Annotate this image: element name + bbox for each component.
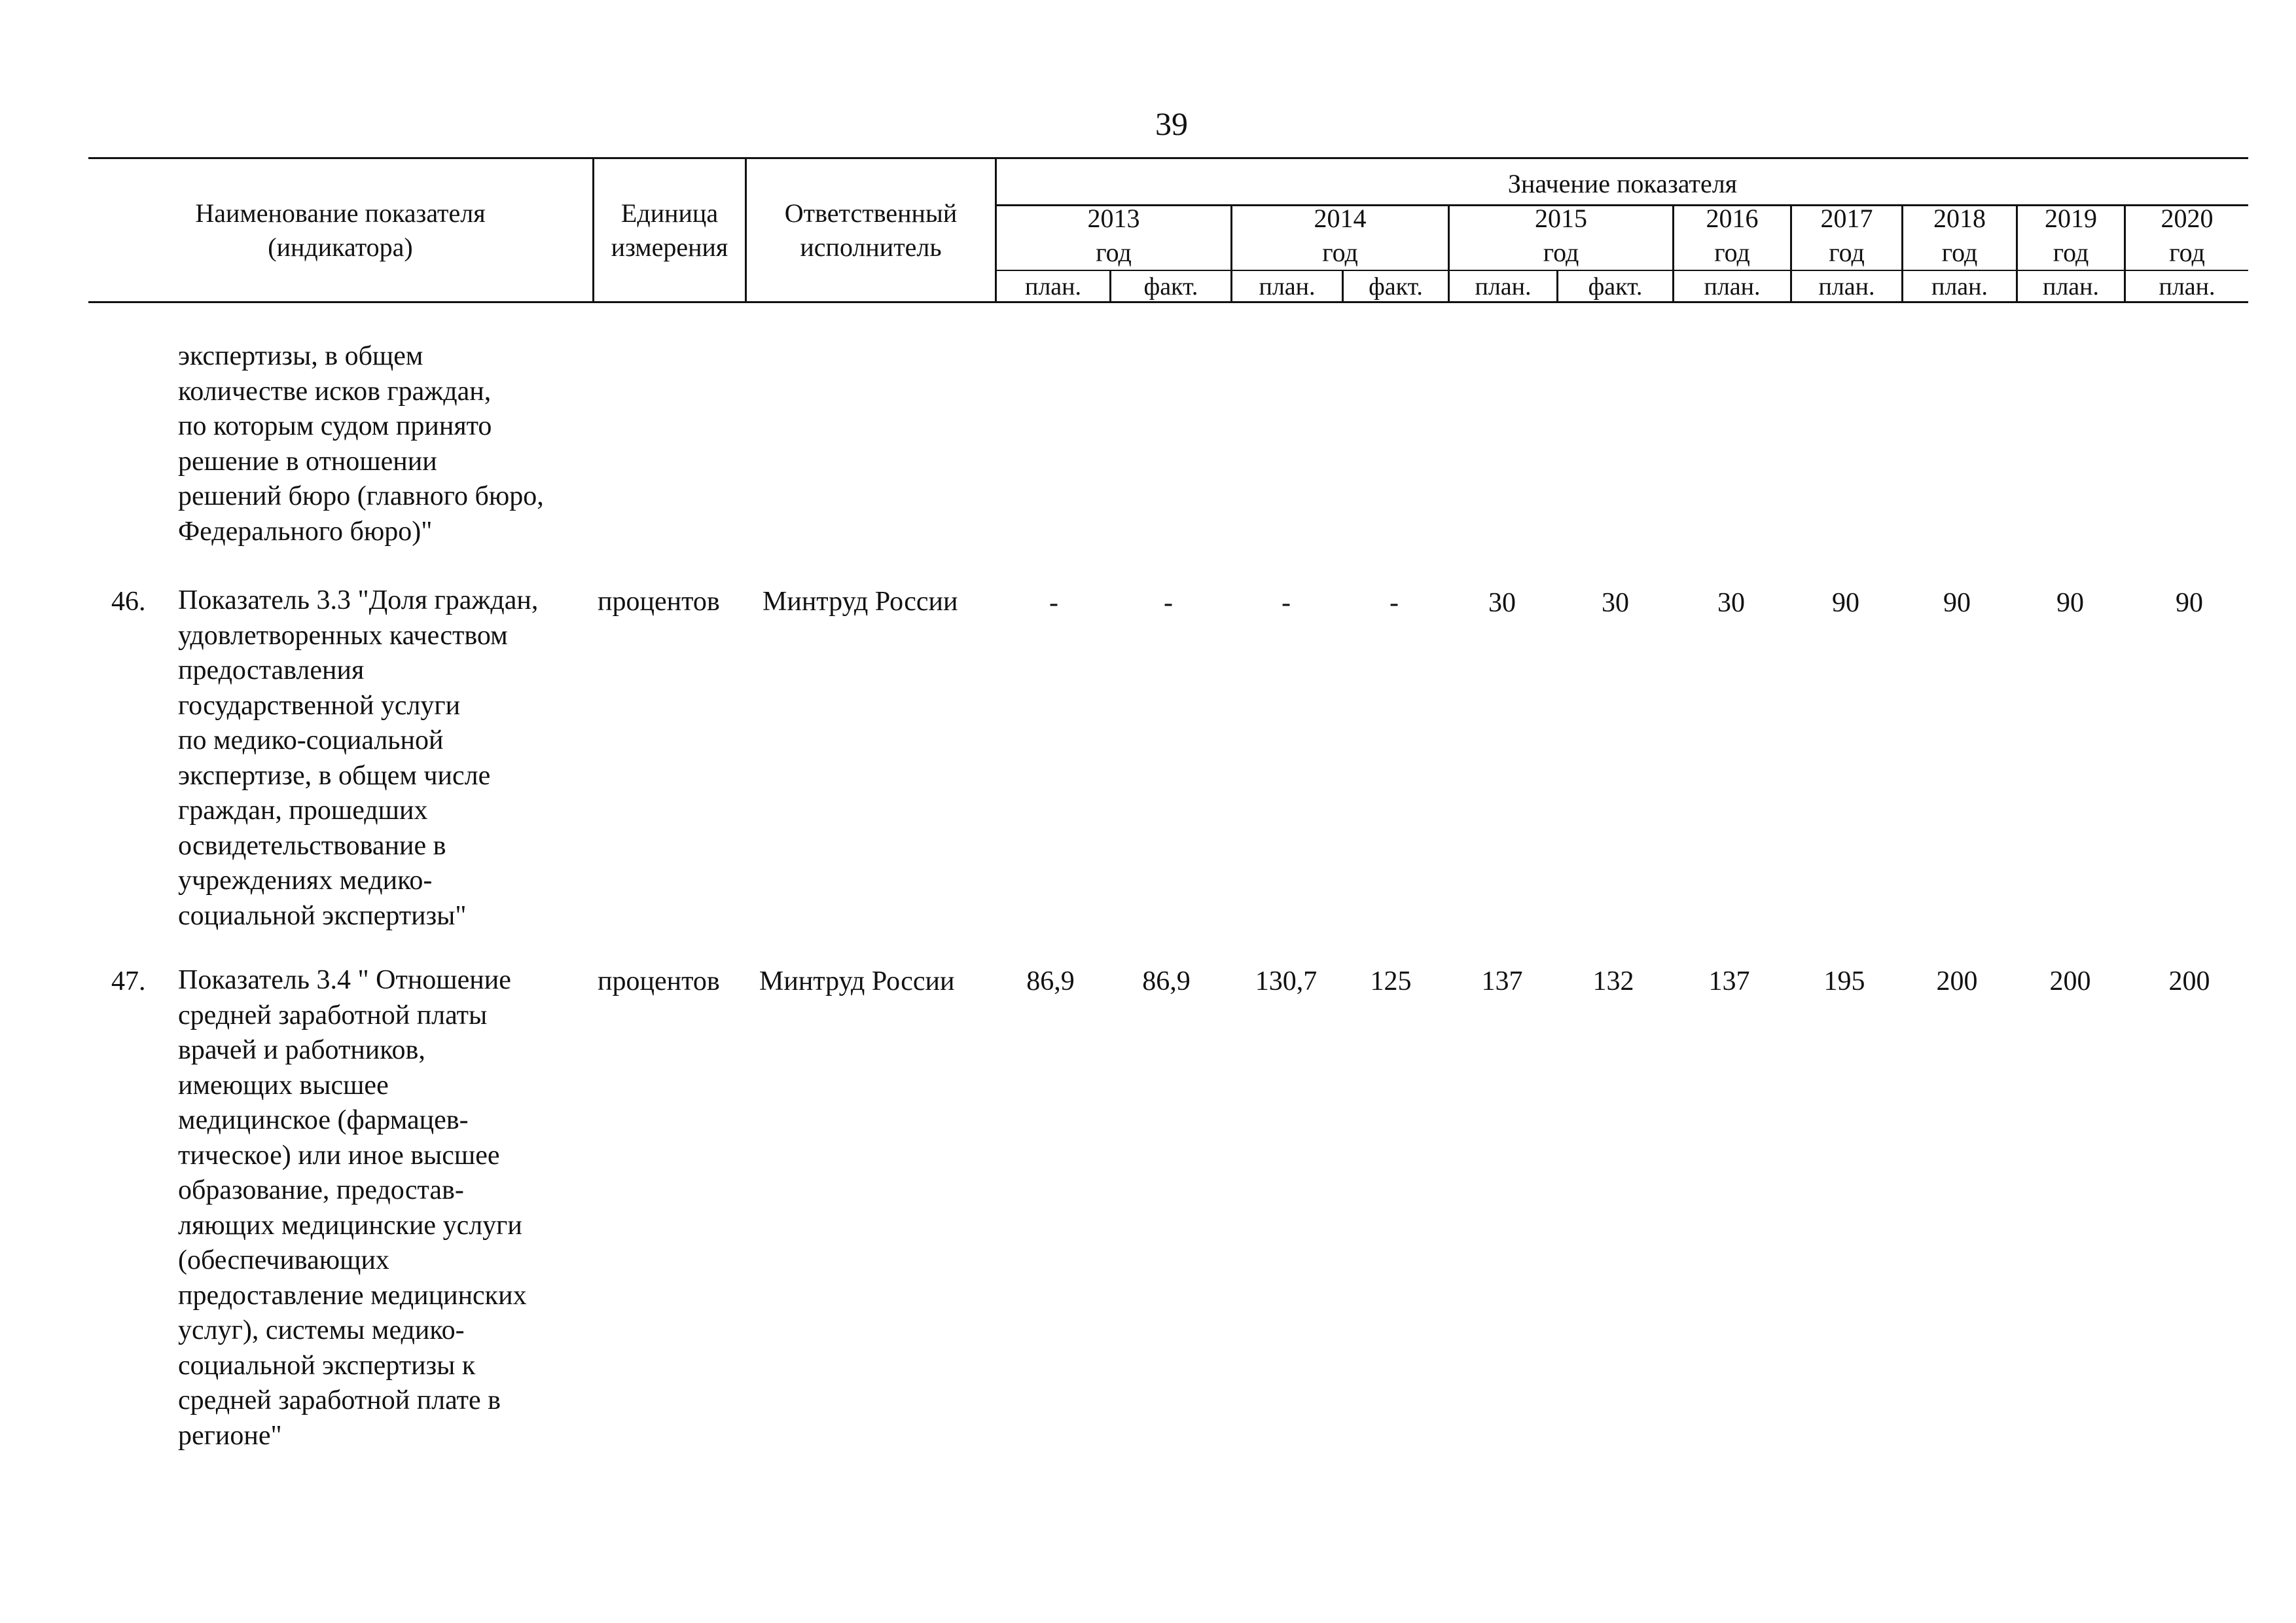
row-46-2018-plan: 90 (1943, 588, 1971, 618)
row-47-unit: процентов (598, 966, 720, 996)
sub-2013-fact: факт. (1143, 273, 1198, 301)
row-46-2017-plan: 90 (1832, 588, 1859, 618)
row-46-2014-fact: - (1390, 588, 1399, 618)
row-47-name: Показатель 3.4 " Отношение средней заработной платы врачей и работников, имеющих высшее медицинское (фармацев- тическое) или иное высшее образование, предостав- ляющих медицинские услуги (обеспечивающих предоставление медицинских услуг), системы медико- социальной экспертизы к средней заработной плате в регионе" (178, 965, 527, 1451)
header-year-2013: 2013 год (1087, 204, 1140, 267)
header-col-unit: Единица измерения (611, 198, 728, 262)
sub-2018-plan: план. (1931, 273, 1988, 301)
header-year-2014: 2014 год (1314, 204, 1367, 267)
header-col-exec: Ответственный исполнитель (784, 198, 958, 262)
row-47-2017-plan: 195 (1823, 966, 1865, 996)
sub-2020-plan: план. (2159, 273, 2215, 301)
row-46-2020-plan: 90 (2176, 588, 2203, 618)
row-47-2014-fact: 125 (1370, 966, 1412, 996)
row-47-2015-plan: 137 (1481, 966, 1523, 996)
sub-2015-fact: факт. (1588, 273, 1643, 301)
row-46-2013-fact: - (1164, 588, 1173, 618)
row-47-exec: Минтруд России (759, 966, 955, 996)
header-value-group: Значение показателя (1507, 169, 1738, 198)
row-46-2015-fact: 30 (1602, 588, 1629, 618)
row-46-2014-plan: - (1282, 588, 1291, 618)
sub-2017-plan: план. (1818, 273, 1875, 301)
row-47-2013-plan: 86,9 (1026, 966, 1075, 996)
row-47-2018-plan: 200 (1936, 966, 1978, 996)
row-47-2019-plan: 200 (2049, 966, 2091, 996)
row-cont-name: экспертизы, в общем количестве исков граждан, по которым судом принято решение в отношении решений бюро (главного бюро, Федерального бюро)" (178, 341, 544, 547)
row-46-unit: процентов (598, 587, 720, 617)
header-year-2015: 2015 год (1535, 204, 1587, 267)
sub-2013-plan: план. (1024, 273, 1081, 301)
sub-2016-plan: план. (1704, 273, 1761, 301)
row-47-number: 47. (111, 966, 146, 996)
header-year-2019: 2019 год (2045, 204, 2097, 267)
header-col-name: Наименование показателя (индикатора) (195, 198, 486, 262)
row-47-2015-fact: 132 (1592, 966, 1634, 996)
row-47-2014-plan: 130,7 (1255, 966, 1318, 996)
row-46-number: 46. (111, 587, 146, 617)
row-47-2020-plan: 200 (2168, 966, 2210, 996)
sub-2014-fact: факт. (1369, 273, 1423, 301)
sub-2019-plan: план. (2042, 273, 2099, 301)
header-year-2016: 2016 год (1706, 204, 1759, 267)
row-47-2013-fact: 86,9 (1142, 966, 1191, 996)
header-year-2018: 2018 год (1933, 204, 1986, 267)
page-number: 39 (1155, 105, 1188, 142)
row-46-2016-plan: 30 (1717, 588, 1745, 618)
sub-2015-plan: план. (1475, 273, 1532, 301)
row-46-exec: Минтруд России (762, 587, 958, 617)
row-46-2013-plan: - (1049, 588, 1058, 618)
sub-2014-plan: план. (1259, 273, 1316, 301)
row-46-2015-plan: 30 (1488, 588, 1516, 618)
row-47-2016-plan: 137 (1708, 966, 1750, 996)
row-46-2019-plan: 90 (2056, 588, 2084, 618)
header-year-2017: 2017 год (1820, 204, 1873, 267)
row-46-name: Показатель 3.3 "Доля граждан, удовлетворенных качеством предоставления государственной услуги по медико-социальной экспертизе, в общем числе граждан, прошедших освидетельствование в учреждениях медико- социальной экспертизы" (178, 585, 539, 931)
header-year-2020: 2020 год (2161, 204, 2214, 267)
